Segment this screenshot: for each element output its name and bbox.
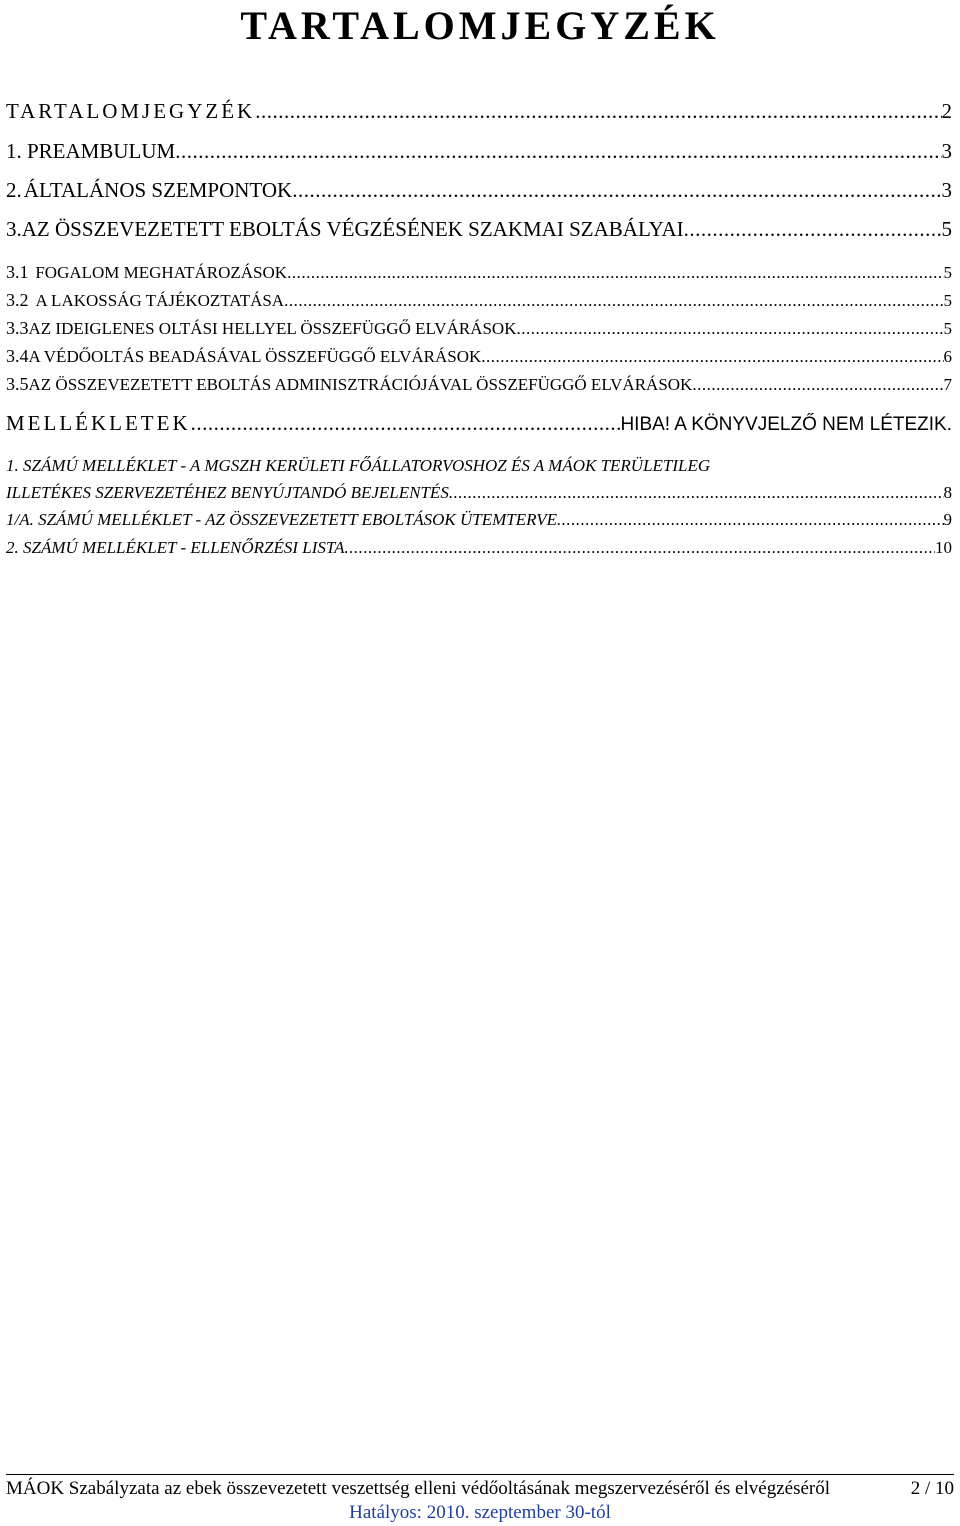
toc-leader-dots bbox=[481, 344, 943, 370]
toc-entry-number: 1. bbox=[6, 139, 22, 163]
toc-entry-label: FOGALOM MEGHATÁROZÁSOK bbox=[35, 263, 288, 282]
page-title: TARTALOMJEGYZÉK bbox=[240, 3, 720, 48]
toc-entry-number: 3.1 bbox=[6, 262, 29, 282]
toc-entry-label: A VÉDŐOLTÁS BEADÁSÁVAL ÖSSZEFÜGGŐ ELVÁRÁSOK bbox=[28, 347, 482, 366]
footer-document-title: MÁOK Szabályzata az ebek összevezetett veszettség elleni védőoltásának megszervezéséről és elvégzéséről bbox=[6, 1478, 831, 1499]
toc-leader-dots bbox=[684, 214, 942, 244]
toc-leader-dots bbox=[449, 480, 944, 506]
toc-leader-dots bbox=[516, 316, 943, 342]
toc-leader-dots bbox=[557, 507, 944, 533]
toc-entry-label: 1/A. SZÁMÚ MELLÉKLET - AZ ÖSSZEVEZETETT EBOLTÁSOK ÜTEMTERVE bbox=[6, 510, 557, 529]
toc-page-number: 7 bbox=[943, 375, 952, 394]
toc-leader-dots bbox=[191, 408, 621, 438]
footer bbox=[6, 1476, 954, 1502]
footer-divider bbox=[6, 1474, 954, 1475]
toc-page-number: 8 bbox=[943, 483, 952, 502]
toc-entry-label: AZ ÖSSZEVEZETETT EBOLTÁS ADMINISZTRÁCIÓJÁVAL ÖSSZEFÜGGŐ ELVÁRÁSOK bbox=[28, 375, 693, 394]
toc-entry-label: MELLÉKLETEK bbox=[6, 411, 191, 435]
toc-entry-fogalom-meghatarozasok[interactable] bbox=[6, 259, 952, 285]
toc-entry-label: 2. SZÁMÚ MELLÉKLET - ELLENŐRZÉSI LISTA bbox=[6, 538, 345, 557]
toc-entry-number: 3.3 bbox=[6, 318, 29, 338]
toc-entry-melleklet-2[interactable] bbox=[6, 535, 952, 561]
toc-page-number: 3 bbox=[941, 178, 952, 202]
toc-leader-dots bbox=[292, 175, 941, 205]
toc-leader-dots bbox=[692, 372, 943, 398]
toc-entry-altalanos-szempontok[interactable] bbox=[6, 175, 952, 205]
footer-page-indicator: 2 / 10 bbox=[910, 1478, 954, 1499]
toc-entry-label: AZ ÖSSZEVEZETETT EBOLTÁS VÉGZÉSÉNEK SZAKMAI SZABÁLYAI bbox=[21, 217, 684, 241]
toc-page-number: 3 bbox=[941, 139, 952, 163]
toc-entry-preambulum[interactable] bbox=[6, 136, 952, 166]
toc-leader-dots bbox=[255, 96, 941, 126]
toc-entry-melleklet-1-line1[interactable] bbox=[6, 453, 952, 479]
toc-entry-tartalomjegyzek[interactable] bbox=[6, 96, 952, 126]
footer-effective-date: Hatályos: 2010. szeptember 30-tól bbox=[349, 1502, 611, 1523]
toc-page-number: 5 bbox=[941, 217, 952, 241]
toc-entry-number: 3.4 bbox=[6, 346, 29, 366]
toc-entry-number: 3.5 bbox=[6, 374, 29, 394]
toc-entry-number: 3. bbox=[6, 217, 22, 241]
toc-page-number: 2 bbox=[941, 99, 952, 123]
toc-entry-melleklet-1a[interactable] bbox=[6, 507, 952, 533]
toc-entry-mellekletek[interactable] bbox=[6, 408, 952, 438]
toc-entry-ideiglenes-oltasi-hely[interactable] bbox=[6, 315, 952, 341]
toc-entry-label: TARTALOMJEGYZÉK bbox=[6, 99, 256, 123]
toc-entry-label: PREAMBULUM bbox=[27, 139, 176, 163]
toc-entry-label: A LAKOSSÁG TÁJÉKOZTATÁSA bbox=[35, 291, 285, 310]
toc-entry-lakossag-tajekoztatasa[interactable] bbox=[6, 287, 952, 313]
toc-entry-label: ILLETÉKES SZERVEZETÉHEZ BENYÚJTANDÓ BEJELENTÉS bbox=[6, 483, 449, 502]
toc-leader-dots bbox=[284, 288, 943, 314]
toc-entry-label: AZ IDEIGLENES OLTÁSI HELLYEL ÖSSZEFÜGGŐ ELVÁRÁSOK bbox=[28, 319, 517, 338]
toc-leader-dots bbox=[344, 535, 935, 561]
toc-entry-vedooltas-beadasa[interactable] bbox=[6, 343, 952, 369]
toc-entry-number: 2. bbox=[6, 178, 22, 202]
toc-page-number: 9 bbox=[943, 510, 952, 529]
toc-page-number: 6 bbox=[943, 347, 952, 366]
toc-leader-dots bbox=[175, 136, 941, 166]
toc-entry-label: 1. SZÁMÚ MELLÉKLET - A MGSZH KERÜLETI FŐÁLLATORVOSHOZ ÉS A MÁOK TERÜLETILEG bbox=[6, 456, 711, 475]
toc-entry-szakmai-szabalyai[interactable] bbox=[6, 214, 952, 244]
toc-entry-number: 3.2 bbox=[6, 290, 29, 310]
toc-entry-adminisztracio[interactable] bbox=[6, 371, 952, 397]
toc-page-number: 5 bbox=[943, 291, 952, 310]
toc-page-number: 5 bbox=[943, 319, 952, 338]
toc-entry-label: ÁLTALÁNOS SZEMPONTOK bbox=[23, 178, 293, 202]
toc-entry-melleklet-1-line2[interactable] bbox=[6, 480, 952, 506]
toc-page-number: 5 bbox=[943, 263, 952, 282]
toc-leader-dots bbox=[287, 260, 943, 286]
toc-bookmark-error: HIBA! A KÖNYVJELZŐ NEM LÉTEZIK. bbox=[620, 414, 952, 435]
toc-page-number: 10 bbox=[935, 538, 952, 557]
